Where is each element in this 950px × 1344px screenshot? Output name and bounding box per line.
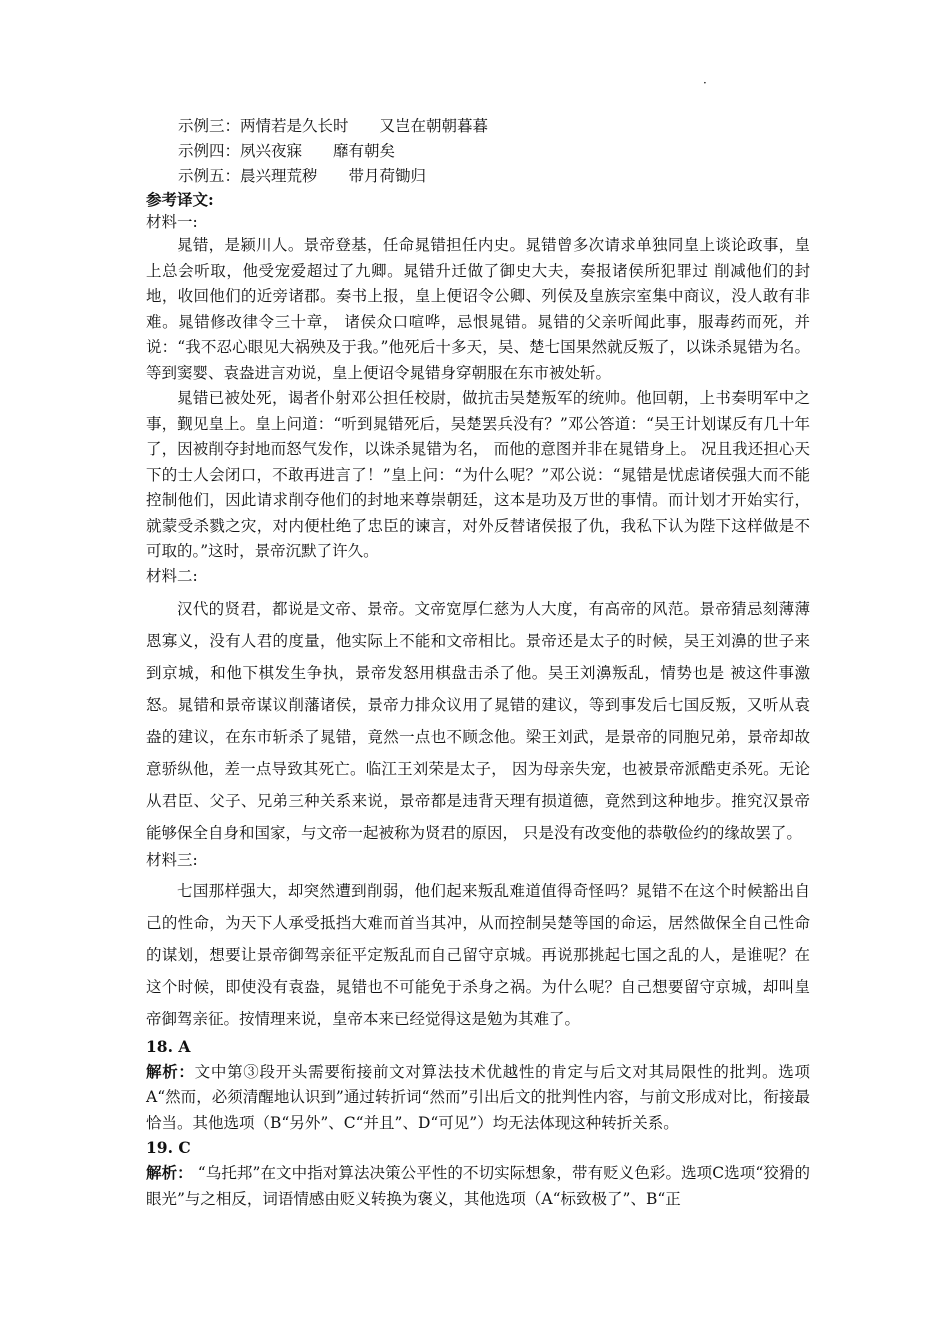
question-18-analysis-text: 文中第③段开头需要衔接前文对算法技术优越性的肯定与后文对其局限性的批判。选项A“然而，必须清醒地认识到”通过转折词“然而”引出后文的批判性内容，与前文形成对比，衔接最恰当。其他选项（B“另外”、C“并且”、D“可见”）均无法体现这种转折关系。 — [146, 1062, 810, 1132]
material-three-label: 材料三: — [146, 850, 198, 869]
question-18-answer: 18. A — [146, 1036, 191, 1056]
question-19-analysis — [146, 1160, 810, 1212]
example-three: 示例三：两情若是久长时 又岂在朝朝暮暮 — [178, 117, 489, 135]
example-five: 示例五：晨兴理荒秽 带月荷锄归 — [178, 167, 427, 185]
material-one-label: 材料一: — [146, 213, 198, 231]
material-two-label: 材料二: — [146, 566, 198, 585]
example-four: 示例四：夙兴夜寐 靡有朝矣 — [178, 142, 396, 160]
reference-translation-title: 参考译文: — [146, 190, 214, 209]
page-mark: · — [703, 76, 707, 90]
document-body — [146, 114, 810, 1212]
material-one-paragraph-1: 晁错，是颍川人。景帝登基，任命晁错担任内史。晁错曾多次请求单独同皇上谈论政事，皇上总会听取，他受宠爱超过了九卿。晁错升迁做了御史大夫，奏报诸侯所犯罪过 削减他们的封地，收回他们的近旁诸郡。奏书上报，皇上便诏令公卿、列侯及皇族宗室集中商议，没人敢有非难。晁错修改律令三十章， 诸侯众口喧哗，忌恨晁错。晁错的父亲听闻此事，服毒药而死，并说：“我不忍心眼见大祸殃及于我。”他死后十多天，吴、楚七国果然就反叛了，以诛杀晁错为名。等到窦婴、袁盎进言劝说，皇上便诏令晁错身穿朝服在东市被处斩。 — [146, 236, 810, 382]
material-two-paragraph-1: 汉代的贤君，都说是文帝、景帝。文帝宽厚仁慈为人大度，有高帝的风范。景帝猜忌刻薄薄恩寡义，没有人君的度量，他实际上不能和文帝相比。景帝还是太子的时候，吴王刘濞的世子来到京城，和他下棋发生争执，景帝发怒用棋盘击杀了他。吴王刘濞叛乱，情势也是 被这件事激怒。晁错和景帝谋议削藩诸侯，景帝力排众议用了晁错的建议，等到事发后七国反叛，又听从袁盎的建议，在东市斩杀了晁错，竟然一点也不顾念他。梁王刘武，是景帝的同胞兄弟，景帝却故意骄纵他，差一点导致其死亡。临江王刘荣是太子， 因为母亲失宠，也被景帝派酷吏杀死。无论从君臣、父子、兄弟三种关系来说，景帝都是违背天理有损道德，竟然到这种地步。推究汉景帝能够保全自身和国家，与文帝一起被称为贤君的原因， 只是没有改变他的恭敬俭约的缘故罢了。 — [146, 599, 810, 842]
question-19-analysis-label: 解析： — [146, 1163, 193, 1182]
material-one-paragraph-2: 晁错已被处死，谒者仆射邓公担任校尉，做抗击吴楚叛军的统帅。他回朝，上书奏明军中之事，觐见皇上。皇上问道：“听到晁错死后，吴楚罢兵没有？”邓公答道：“吴王计划谋反有几十年了，因被削夺封地而怒气发作，以诛杀晁错为名， 而他的意图并非在晁错身上。 况且我还担心天下的士人会闭口，不敢再进言了！”皇上问：“为什么呢？”邓公说：“晁错是忧虑诸侯强大而不能控制他们，因此请求削夺他们的封地来尊崇朝廷，这本是功及万世的事情。而计划才开始实行，就蒙受杀戮之灾，对内便杜绝了忠臣的谏言，对外反替诸侯报了仇，我私下认为陛下这样做是不可取的。”这时，景帝沉默了许久。 — [146, 389, 810, 560]
question-18-analysis — [146, 1059, 810, 1137]
question-19-answer: 19. C — [146, 1138, 191, 1157]
material-three-paragraph-1: 七国那样强大，却突然遭到削弱，他们起来叛乱难道值得奇怪吗？晁错不在这个时候豁出自己的性命，为天下人承受抵挡大难而首当其冲，从而控制吴楚等国的命运，居然做保全自己性命的谋划，想要让景帝御驾亲征平定叛乱而自己留守京城。再说那挑起七国之乱的人，是谁呢？在这个时候，即使没有袁盎，晁错也不可能免于杀身之祸。为什么呢？自己想要留守京城，却叫皇帝御驾亲征。按情理来说，皇帝本来已经觉得这是勉为其难了。 — [146, 881, 810, 1028]
question-18-analysis-label: 解析： — [146, 1061, 195, 1081]
question-19-analysis-text: “乌托邦”在文中指对算法决策公平性的不切实际想象，带有贬义色彩。选项C选项“狡猾的眼光”与之相反，词语情感由贬义转换为褒义，其他选项（A“标致极了”、B“正 — [146, 1164, 810, 1208]
